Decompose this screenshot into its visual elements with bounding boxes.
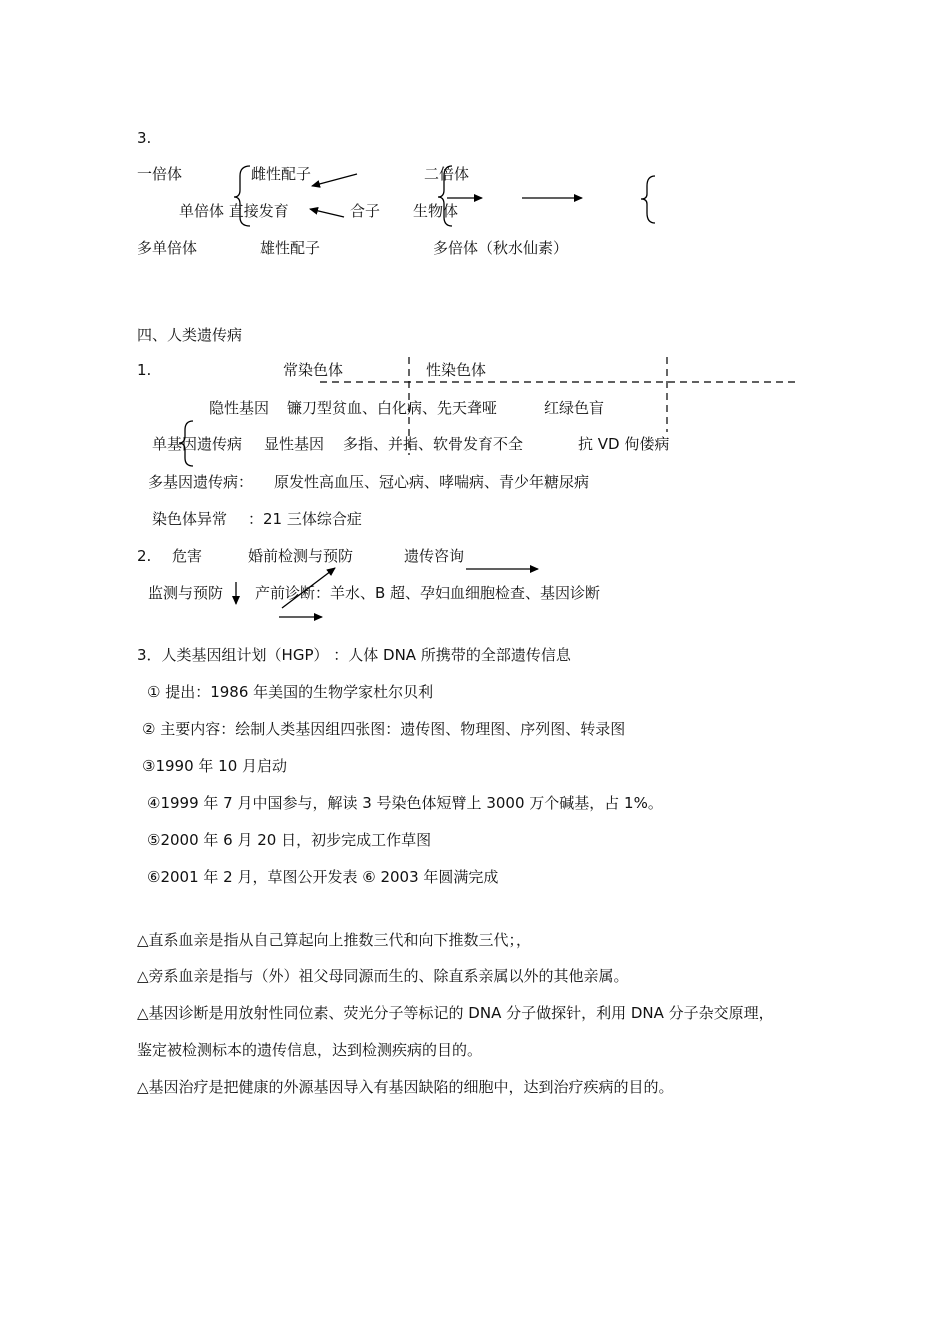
section3-number: 3. <box>137 129 152 147</box>
hgp-point-1: ① 提出：1986 年美国的生物学家杜尔贝利 <box>147 683 434 701</box>
polygenic-disease-label: 多基因遗传病： <box>148 473 254 491</box>
note-lineal-relatives: △直系血亲是指从自己算起向上推数三代和向下推数三代；， <box>137 931 532 949</box>
dominant-gene-label: 显性基因 <box>264 435 325 453</box>
single-gene-disease-label: 单基因遗传病 <box>152 435 243 453</box>
arrow-zygote-to-direct <box>310 209 344 217</box>
zygote-label: 合子 <box>350 202 381 220</box>
polyploid-label: 多倍体（秋水仙素） <box>433 239 569 257</box>
brace-haploid <box>234 166 250 226</box>
premarital-label: 婚前检测与预防 <box>248 547 354 565</box>
diploid-label: 二倍体 <box>424 165 470 183</box>
brace-diploid <box>438 166 452 226</box>
note-gene-diagnosis-cont: 鉴定被检测标本的遗传信息，达到检测疾病的目的。 <box>137 1041 483 1059</box>
brace-single-gene <box>179 421 193 466</box>
recessive-gene-label: 隐性基因 <box>209 399 270 417</box>
haploid-label: 一倍体 <box>137 165 183 183</box>
monoploid-direct-label: 单倍体 直接发育 <box>179 202 289 220</box>
prenatal-diagnosis-text: 产前诊断：羊水、B 超、孕妇血细胞检查、基因诊断 <box>255 584 601 602</box>
arrow-to-female-gamete <box>312 174 357 186</box>
monitoring-label: 监测与预防 <box>148 584 224 602</box>
brace-right <box>641 176 655 223</box>
autosome-header: 常染色体 <box>283 361 344 379</box>
dominant-autosomal-diseases: 多指、并指、软骨发育不全 <box>343 435 524 453</box>
chromosome-abnormality-list: ：21 三体综合症 <box>248 510 362 528</box>
female-gamete-label: 雌性配子 <box>251 165 312 183</box>
polygenic-disease-list: 原发性高血压、冠心病、哮喘病、青少年糖尿病 <box>274 473 590 491</box>
section4-title: 四、人类遗传病 <box>137 326 243 344</box>
arrow-prenatal-up <box>282 568 335 608</box>
item2-number: 2. <box>137 547 152 565</box>
dominant-sex-linked-disease: 抗 VD 佝偻病 <box>578 435 670 453</box>
hgp-point-5: ⑤2000 年 6 月 20 日，初步完成工作草图 <box>147 831 432 849</box>
organism-label: 生物体 <box>413 202 459 220</box>
harm-label: 危害 <box>172 547 203 565</box>
hgp-title: 3．人类基因组计划（HGP） ：人体 DNA 所携带的全部遗传信息 <box>137 646 571 664</box>
hgp-point-4: ④1999 年 7 月中国参与，解读 3 号染色体短臂上 3000 万个碱基，占 1%。 <box>147 794 663 812</box>
sex-chromosome-header: 性染色体 <box>426 361 487 379</box>
poly-monoploid-label: 多单倍体 <box>137 239 198 257</box>
genetic-counseling-label: 遗传咨询 <box>404 547 465 565</box>
note-gene-therapy: △基因治疗是把健康的外源基因导入有基因缺陷的细胞中，达到治疗疾病的目的。 <box>137 1078 674 1096</box>
recessive-autosomal-diseases: 镰刀型贫血、白化病、先天聋哑 <box>287 399 498 417</box>
item1-number: 1. <box>137 361 152 379</box>
hgp-point-3: ③1990 年 10 月启动 <box>142 757 288 775</box>
male-gamete-label: 雄性配子 <box>260 239 321 257</box>
note-gene-diagnosis: △基因诊断是用放射性同位素、荧光分子等标记的 DNA 分子做探针，利用 DNA 分子杂交原理， <box>137 1004 774 1022</box>
recessive-sex-linked-disease: 红绿色盲 <box>544 399 605 417</box>
hgp-point-2: ② 主要内容：绘制人类基因组四张图：遗传图、物理图、序列图、转录图 <box>142 720 626 738</box>
note-collateral-relatives: △旁系血亲是指与（外）祖父母同源而生的、除直系亲属以外的其他亲属。 <box>137 967 629 985</box>
hgp-point-6: ⑥2001 年 2 月，草图公开发表 ⑥ 2003 年圆满完成 <box>147 868 499 886</box>
chromosome-abnormality-label: 染色体异常 <box>152 510 228 528</box>
